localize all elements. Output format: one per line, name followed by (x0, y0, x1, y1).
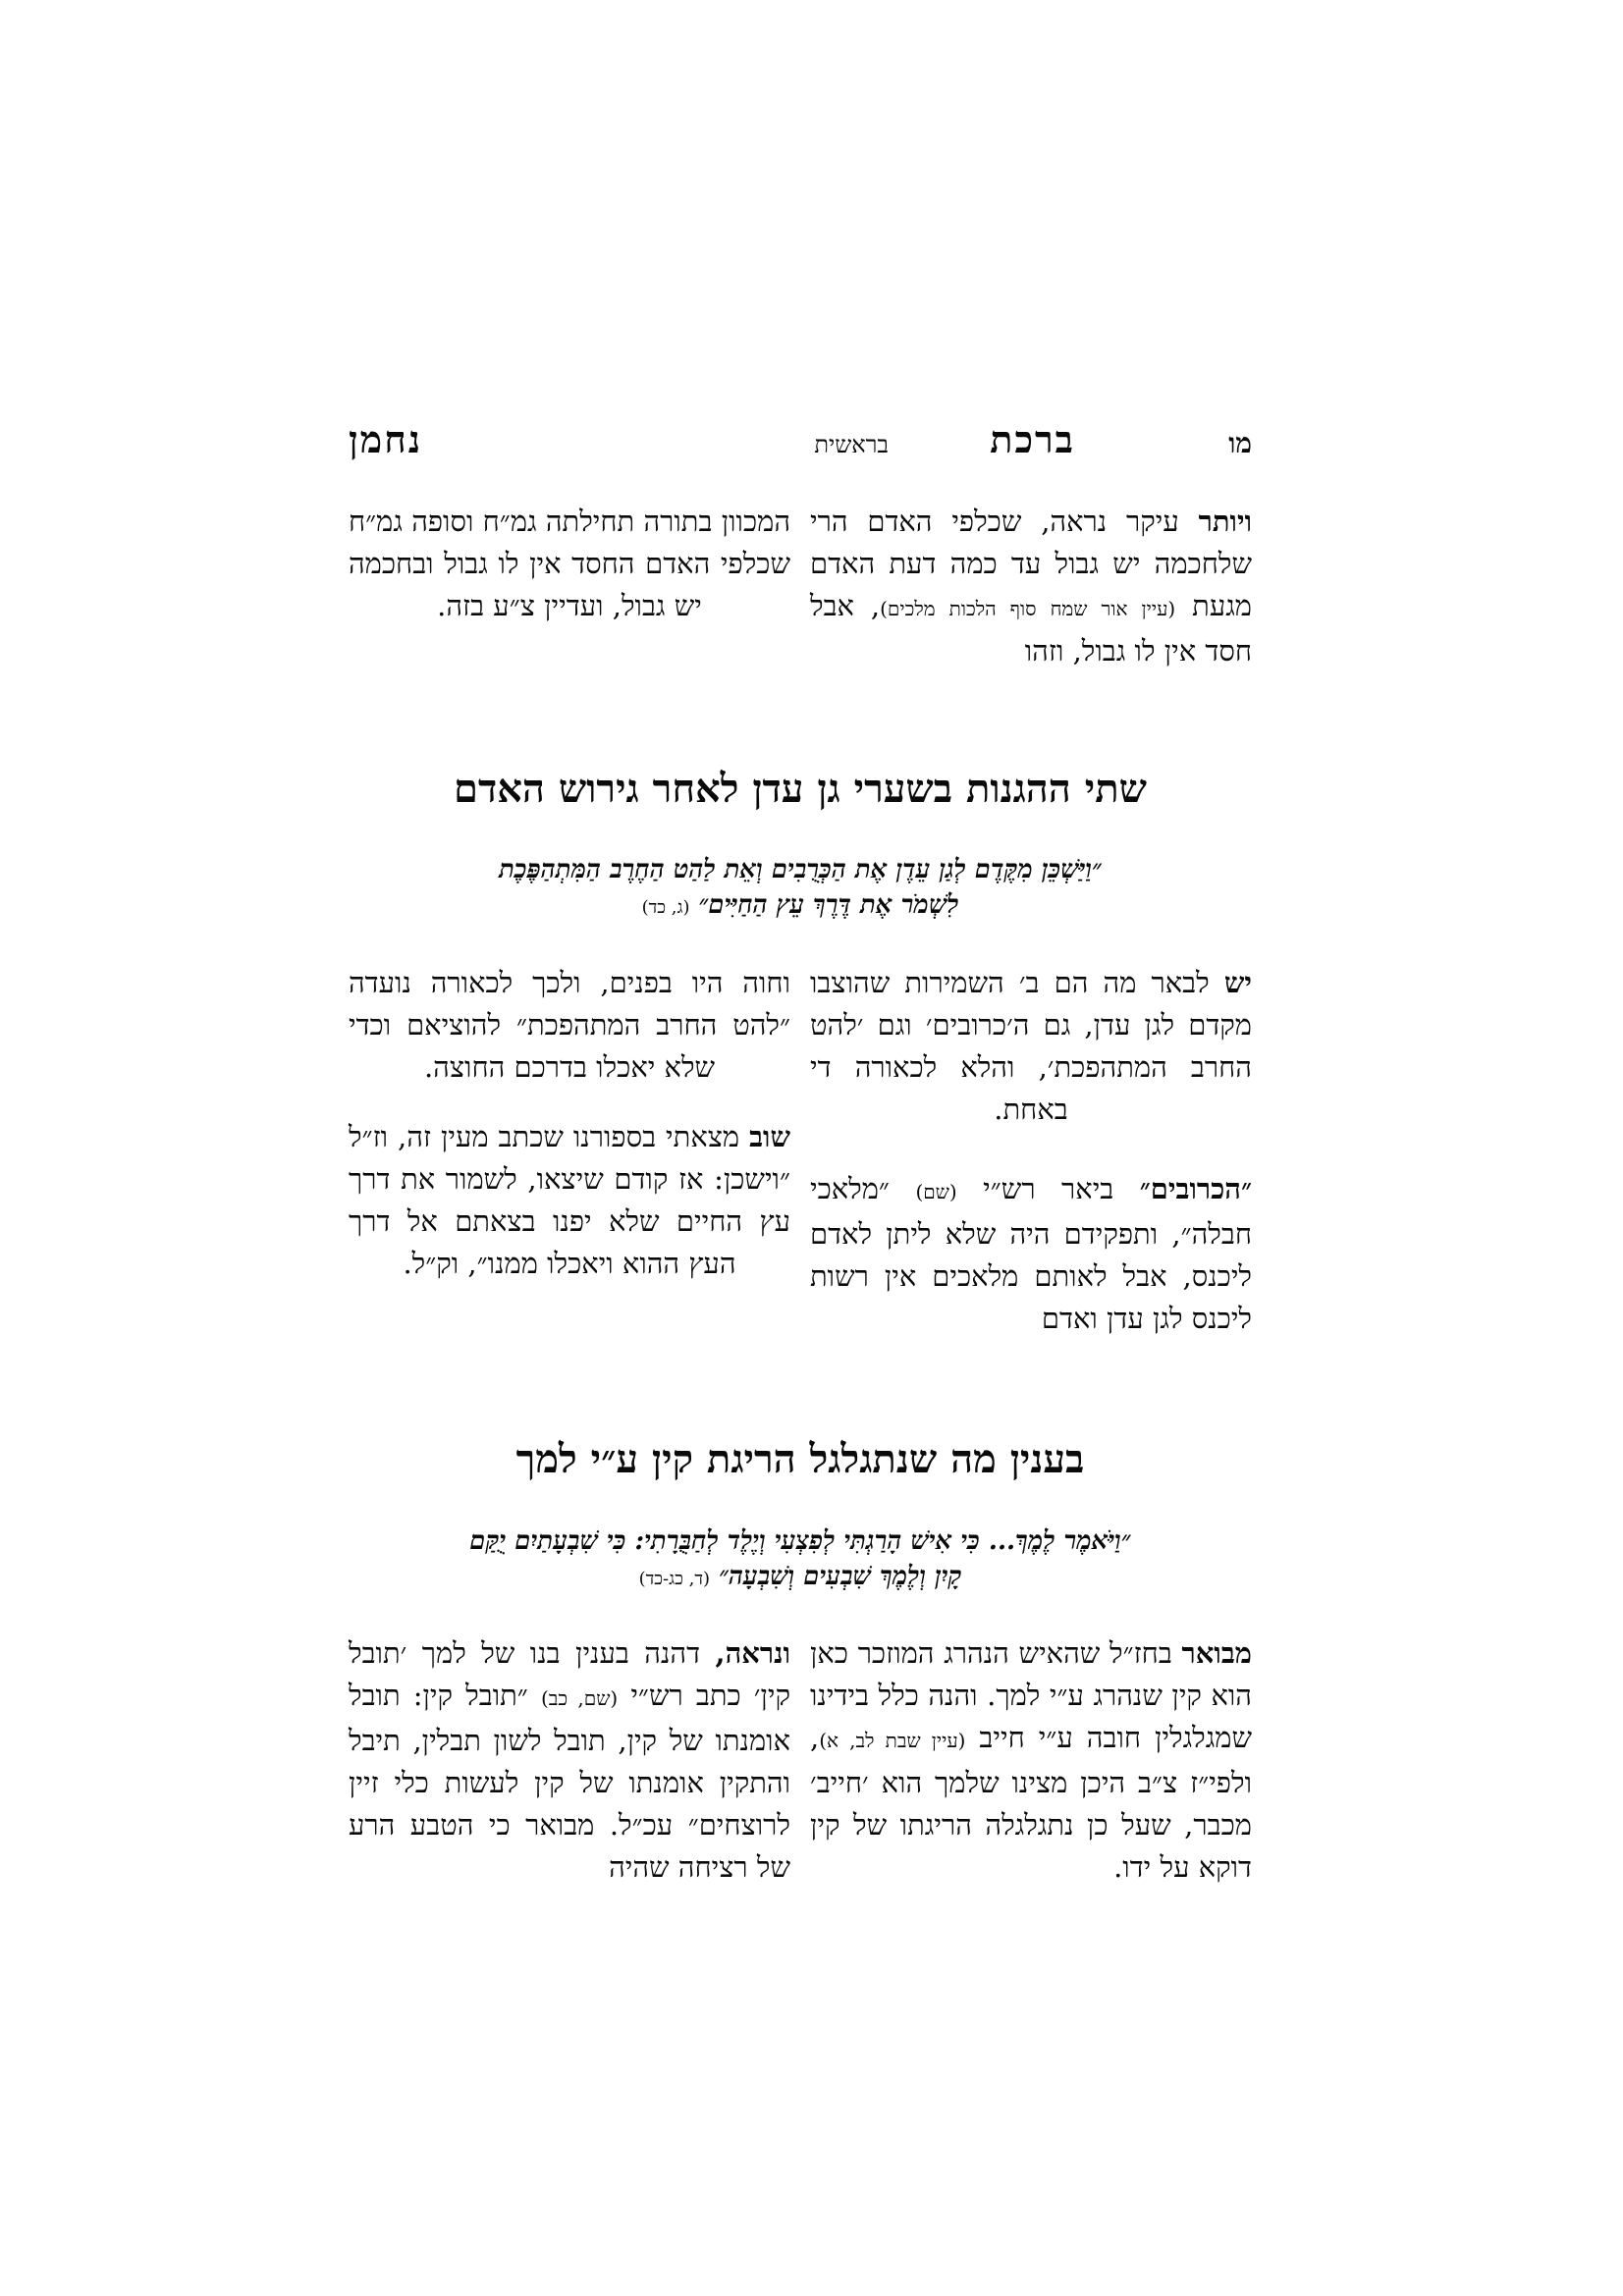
section-2-right-column (810, 1632, 1252, 1889)
verse-line: ״וַיֹּאמֶר לֶמֶךְ... כִּי אִישׁ הָרַגְתִּי לְפִצְעִי וְיֶלֶד לְחַבֻּרָתִי: כִּי שִׁבְעָתַיִם יֻקַּם (469, 1526, 1131, 1556)
book-title-part-2: נחמן (349, 417, 423, 461)
paragraph: ונראה, דהנה בענין בנו של למך ׳תובל קין׳ כתב רש״י (שם, כב) ״תובל קין: תובל אומנתו של קין, תובל לשון תבלין, תיבל והתקין אומנתו של קין לעשות כלי זיין לרוצחים״ עכ״ל. מבואר כי הטבע הרע של רציחה שהיה (349, 1636, 790, 1884)
section-1-left-column (349, 962, 790, 1340)
paragraph: וחוה היו בפנים, ולכך לכאורה נועדה ״להט החרב המתהפכת״ להוציאם וכדי שלא יאכלו בדרכם החוצה. (349, 966, 790, 1084)
section-title: שתי ההגנות בשערי גן עדן לאחר גירוש האדם (454, 766, 1147, 812)
book-title-part-1: ברכת (990, 417, 1075, 461)
running-header (349, 417, 1252, 466)
lead-word: ויותר (1198, 505, 1252, 538)
source-reference: (שם, כב) (540, 1686, 619, 1710)
section-2-left-column (349, 1632, 790, 1889)
section-1-columns (349, 962, 1252, 1340)
lead-word: ״הכרובים״ (1139, 1172, 1252, 1205)
lead-word: מבואר (1181, 1636, 1252, 1670)
lead-word: יש (1223, 966, 1252, 999)
source-reference: (עיין אור שמח סוף הלכות מלכים) (880, 597, 1176, 620)
source-reference: (שם) (915, 1180, 957, 1203)
intro-paragraph: ויותר עיקר נראה, שכלפי האדם הרי שלחכמה יש גבול עד כמה דעת האדם מגעת (עיין אור שמח סוף הלכות מלכים), אבל חסד אין לו גבול, וזהו (810, 505, 1252, 667)
paragraph: יש לבאר מה הם ב׳ השמירות שהוצבו מקדם לגן עדן, גם ה׳כרובים׳ וגם ׳להט החרב המתהפכת׳, והלא לכאורה די באחת. (810, 966, 1252, 1126)
verse-line: ״וַיַּשְׁכֵּן מִקֶּדֶם לְגַן עֵדֶן אֶת הַכְּרֻבִים וְאֵת לַהַט הַחֶרֶב הַמִּתְהַפֶּכֶת (499, 855, 1102, 884)
lead-word: שוב (749, 1120, 790, 1153)
section-title: בענין מה שנתגלגל הריגת קין ע״י למך (515, 1436, 1085, 1482)
section-2-columns (349, 1632, 1252, 1889)
verse-citation: (ג, כד) (641, 897, 690, 918)
lead-word: ונראה, (715, 1636, 790, 1670)
parasha-name: בראשית (814, 431, 889, 458)
verse-line: קָיִן וְלֶמֶךְ שִׁבְעִים וְשִׁבְעָה״ (ד, כג-כד) (638, 1562, 962, 1591)
paragraph: שוב מצאתי בספורנו שכתב מעין זה, וז״ל ״וישכן: אז קודם שיצאו, לשמור את דרך עץ החיים שלא יפנו בצאתם אל דרך העץ ההוא ויאכלו ממנו״, וק״ל. (349, 1120, 790, 1280)
paragraph: ״הכרובים״ ביאר רש״י (שם) ״מלאכי חבלה״, ותפקידם היה שלא ליתן לאדם ליכנס, אבל לאותם מלאכים אין רשות ליכנס לגן עדן ואדם (810, 1172, 1252, 1335)
page-number: מו (1228, 427, 1252, 459)
verse-quote (349, 852, 1252, 926)
intro-paragraph-continued: המכוון בתורה תחילתה גמ״ח וסופה גמ״ח שכלפי האדם החסד אין לו גבול ובחכמה יש גבול, ועדיין צ״ע בזה. (349, 505, 790, 622)
paragraph: מבואר בחז״ל שהאיש הנהרג המוזכר כאן הוא קין שנהרג ע״י למך. והנה כלל בידינו שמגלגלין חובה ע״י חייב (עיין שבת לב, א), ולפי״ז צ״ב היכן מצינו שלמך הוא ׳חייב׳ מכבר, שעל כן נתגלגלה הריגתו של קין דוקא על ידו. (810, 1636, 1252, 1884)
intro-left-column (349, 501, 790, 672)
verse-line: לִשְׁמֹר אֶת דֶּרֶךְ עֵץ הַחַיִּים״ (ג, כד) (641, 890, 959, 920)
section-1-right-column (810, 962, 1252, 1340)
intro-right-column (810, 501, 1252, 672)
source-reference: (עיין שבת לב, א) (819, 1729, 966, 1752)
verse-quote (349, 1523, 1252, 1597)
verse-citation: (ד, כג-כד) (638, 1569, 710, 1589)
intro-columns (349, 501, 1252, 672)
